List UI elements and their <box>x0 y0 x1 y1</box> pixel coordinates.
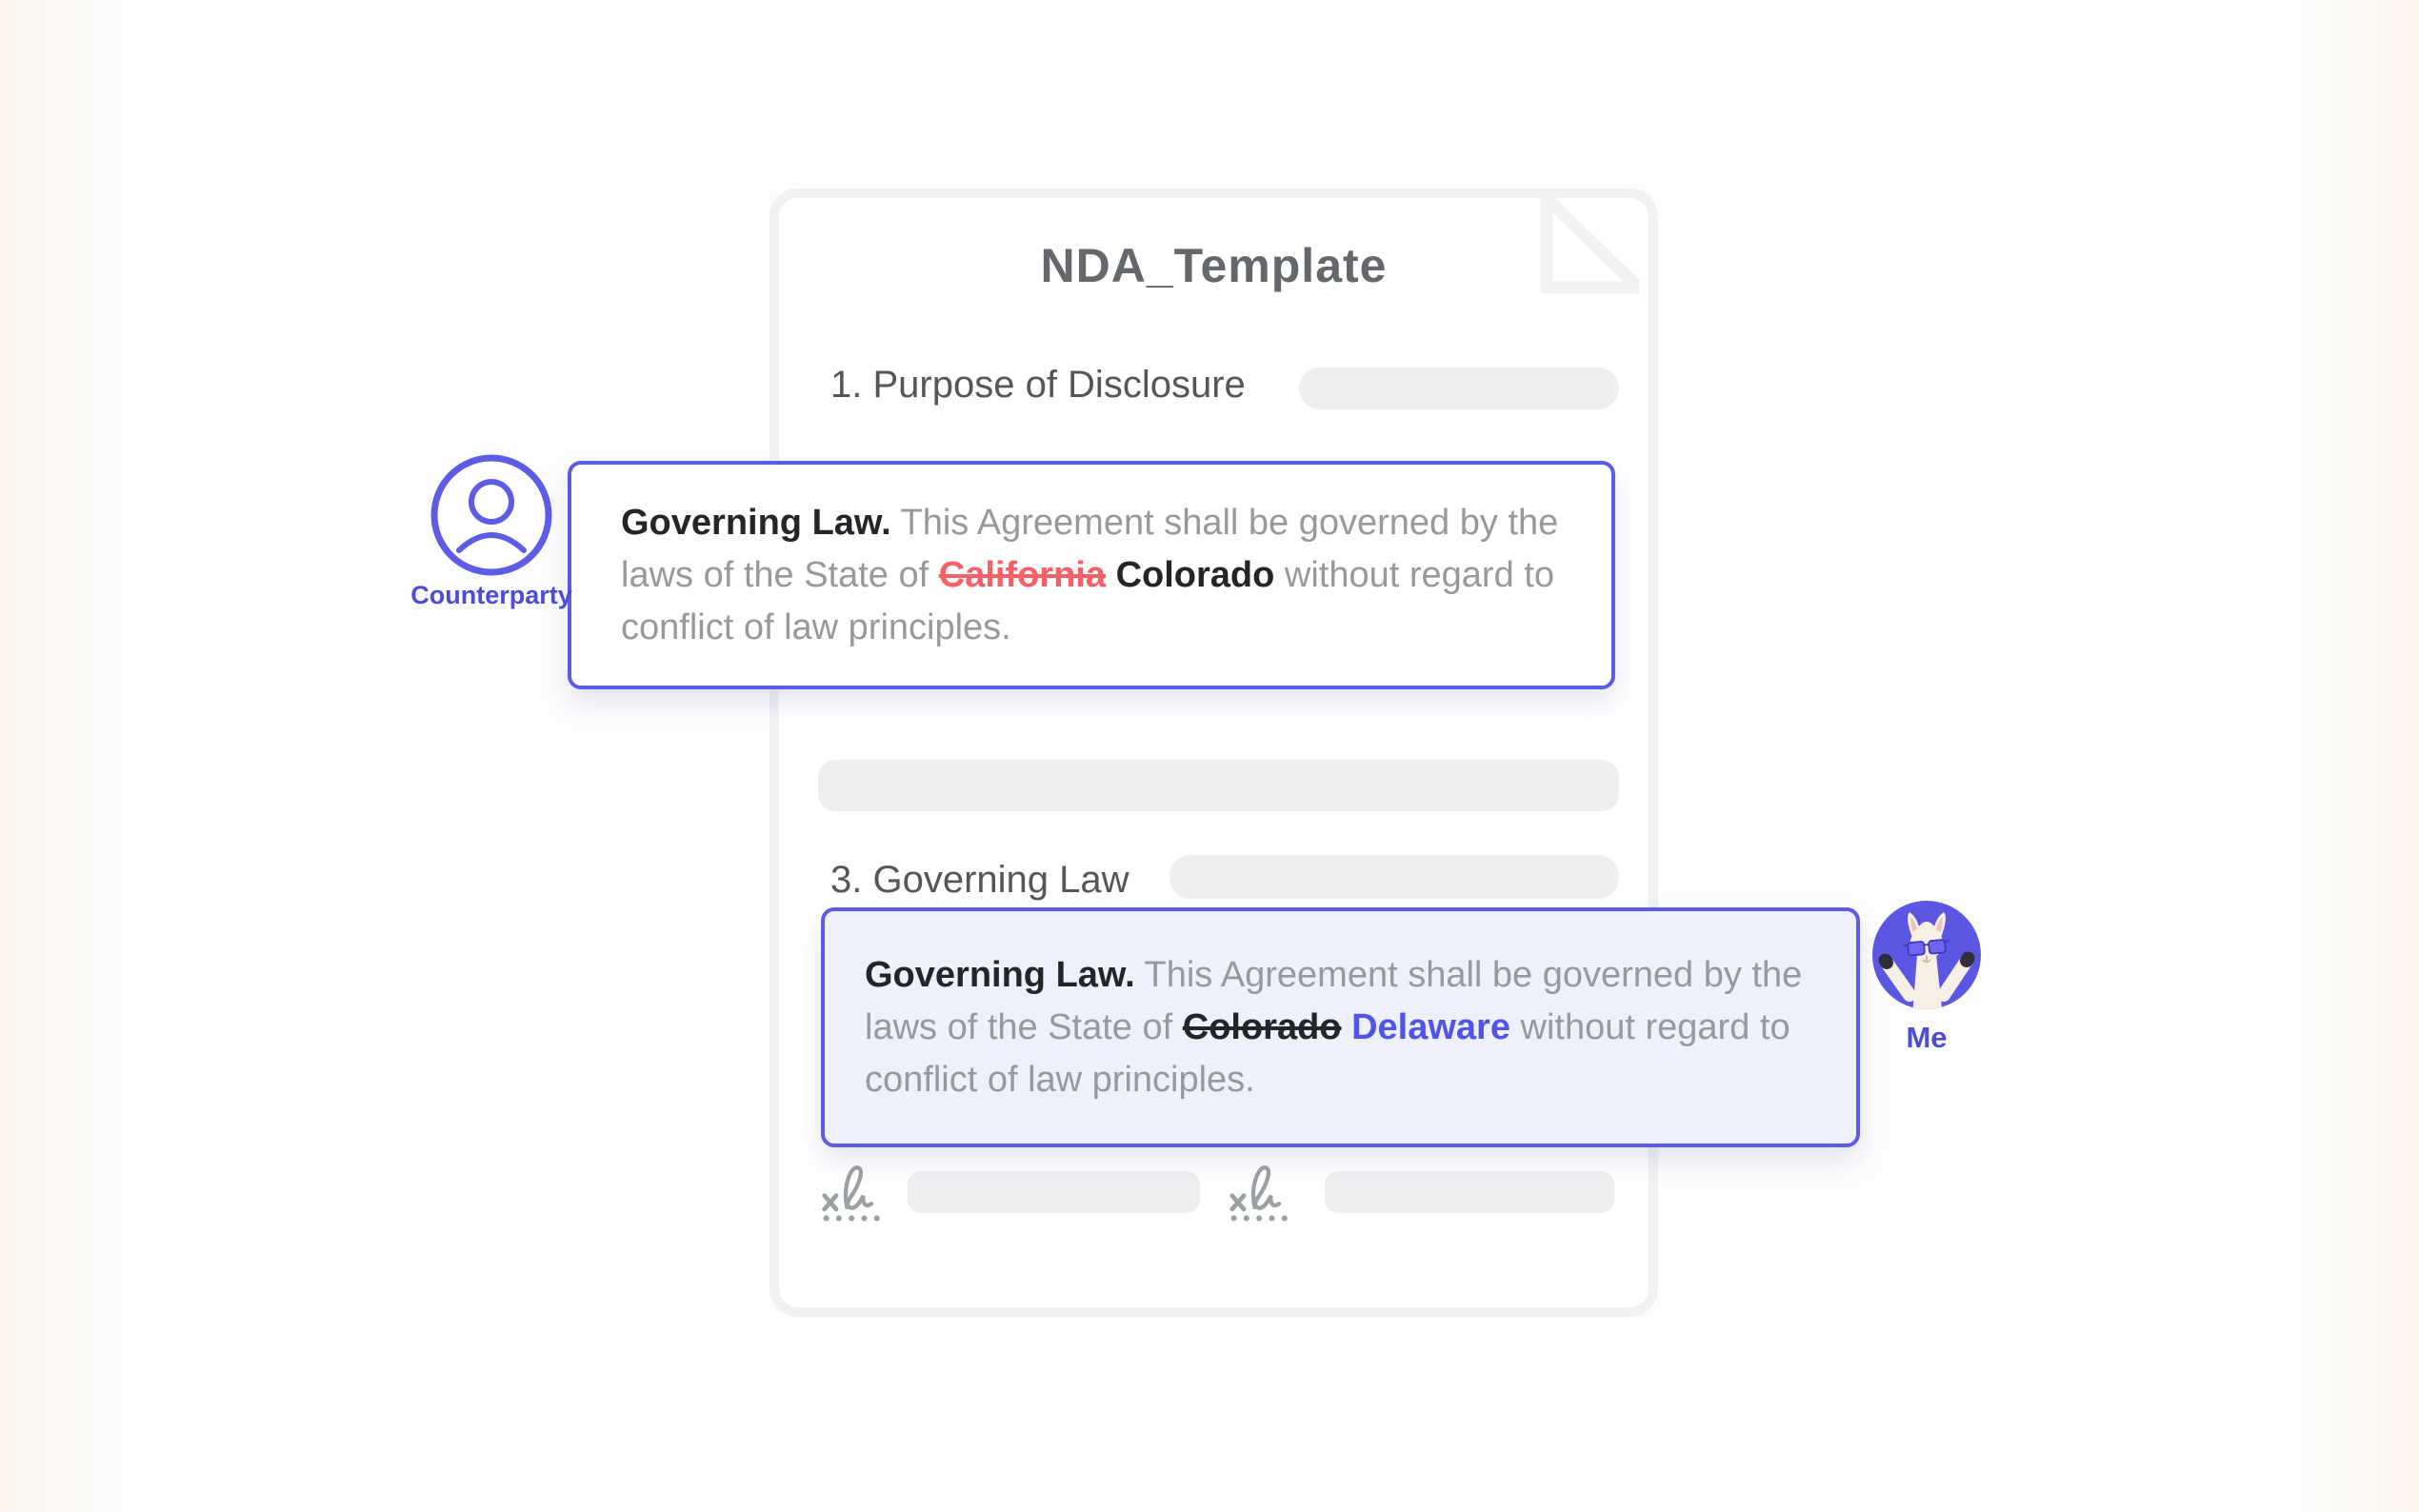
clause-body-after: without regard to conflict of law principles. <box>621 555 1554 647</box>
document-card <box>770 189 1658 1317</box>
signature-x-icon <box>819 1158 890 1224</box>
clause-lead: Governing Law. <box>865 955 1135 995</box>
clause-body: This Agreement shall be governed by the laws of the State of <box>865 955 1803 1047</box>
clause-lead: Governing Law. <box>621 503 891 543</box>
section-3-heading: 3. Governing Law <box>830 859 1130 901</box>
me-label: Me <box>1906 1021 1948 1054</box>
removed-text: Colorado <box>1182 1007 1342 1047</box>
removed-text: California <box>938 555 1106 595</box>
llama-sunglasses-icon <box>1869 898 1984 1012</box>
person-outline-icon <box>430 453 553 577</box>
document-title: NDA_Template <box>1040 239 1388 292</box>
signature-x-icon <box>1227 1158 1297 1224</box>
placeholder-bar-signature-2 <box>1325 1171 1614 1213</box>
section-1-heading: 1. Purpose of Disclosure <box>830 364 1246 406</box>
clause-body-after: without regard to conflict of law principles. <box>865 1007 1790 1100</box>
clause-body: This Agreement shall be governed by the laws of the State of <box>621 503 1559 595</box>
placeholder-bar-signature-1 <box>908 1171 1200 1213</box>
added-text: Delaware <box>1351 1007 1510 1047</box>
counterparty-redline-callout[interactable] <box>568 461 1615 689</box>
counterparty-clause-text <box>621 497 1562 654</box>
added-text: Colorado <box>1115 555 1275 595</box>
my-redline-callout[interactable] <box>821 907 1860 1147</box>
my-clause-text <box>865 949 1816 1106</box>
counterparty-label: Counterparty <box>410 581 572 609</box>
placeholder-bar-section-1 <box>1299 368 1619 409</box>
placeholder-bar-section-3 <box>1170 855 1619 899</box>
placeholder-bar-paragraph <box>818 760 1619 811</box>
